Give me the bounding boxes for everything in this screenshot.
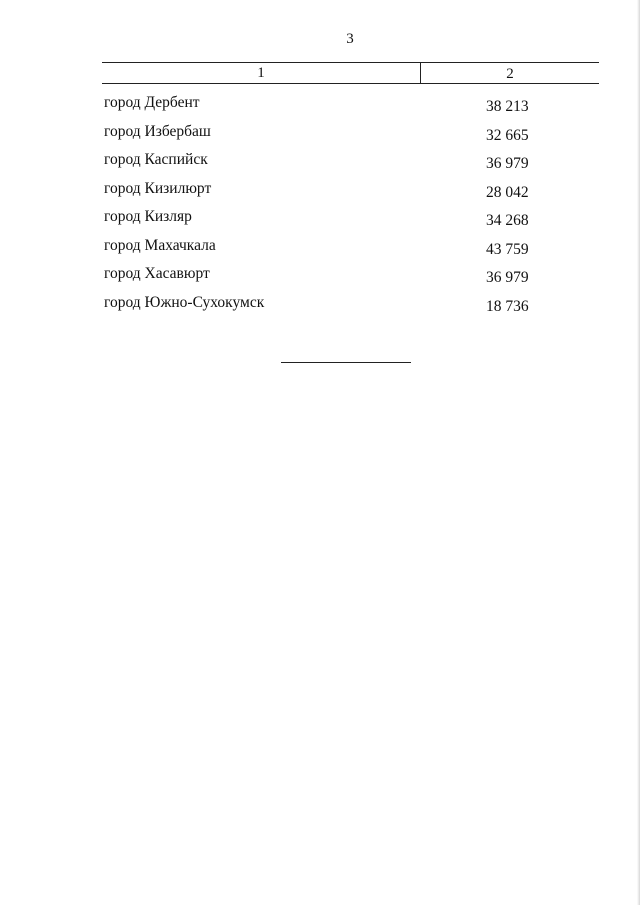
city-value: 18 736 <box>486 297 529 315</box>
table-header <box>102 62 599 84</box>
city-name: город Хасавюрт <box>104 265 210 282</box>
table-row <box>104 178 564 207</box>
table-row <box>104 206 564 235</box>
city-name: город Кизилюрт <box>104 179 212 197</box>
city-name: город Дербент <box>104 94 200 111</box>
city-value: 32 665 <box>486 126 529 144</box>
city-value: 43 759 <box>486 240 529 258</box>
table-row <box>104 149 564 178</box>
column-header-2: 2 <box>506 66 514 82</box>
city-name: город Избербаш <box>104 122 211 140</box>
table-row <box>104 92 564 121</box>
city-value: 28 042 <box>486 183 529 201</box>
city-value: 34 268 <box>486 212 529 229</box>
city-name: город Южно-Сухокумск <box>104 293 265 311</box>
table-body <box>104 92 564 320</box>
city-name: город Кизляр <box>104 208 192 225</box>
city-name: город Махачкала <box>104 236 216 254</box>
table-row <box>104 292 564 321</box>
city-value: 36 979 <box>486 269 529 286</box>
table-row <box>104 235 564 264</box>
column-header-1: 1 <box>102 63 421 83</box>
city-value: 38 213 <box>486 98 529 115</box>
page-number: 3 <box>346 31 354 47</box>
city-name: город Каспийск <box>104 151 208 168</box>
city-value: 36 979 <box>486 155 529 172</box>
closing-divider <box>281 362 411 363</box>
table-row <box>104 121 564 150</box>
table-row <box>104 263 564 292</box>
